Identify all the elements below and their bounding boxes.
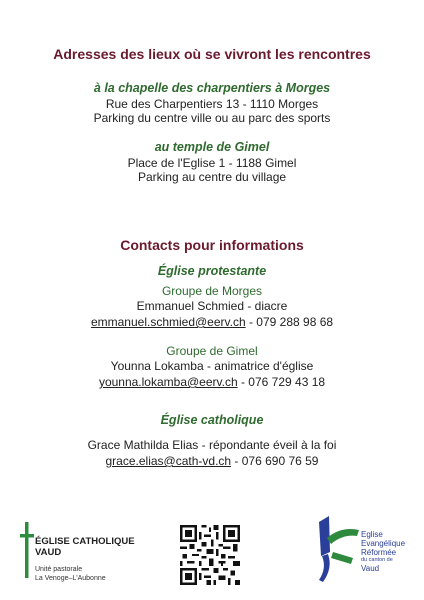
morges-contact-person: Emmanuel Schmied - diacre xyxy=(136,299,288,313)
morges-email-link[interactable]: emmanuel.schmied@eerv.ch xyxy=(90,315,246,329)
gimel-contact-person: Younna Lokamba - animatrice d'église xyxy=(110,359,314,373)
eerv-line-5: Vaud xyxy=(361,564,380,573)
catholic-phone: - 076 690 76 59 xyxy=(231,454,319,468)
eerv-logo-icon xyxy=(313,512,363,584)
group-gimel-title: Groupe de Gimel xyxy=(166,344,258,358)
protestant-title: Église protestante xyxy=(157,264,267,278)
morges-contact-line xyxy=(0,315,424,329)
eerv-line-3: Réformée xyxy=(361,548,397,557)
eerv-line-4: du canton de xyxy=(361,557,393,563)
catholic-contact-line xyxy=(0,454,424,468)
venue-morges-parking: Parking du centre ville ou au parc des sports xyxy=(93,111,331,125)
eerv-line-1: Eglise xyxy=(361,530,383,539)
gimel-contact-line xyxy=(0,375,424,389)
eerv-logo-text xyxy=(361,530,405,573)
catholic-email-link[interactable]: grace.elias@cath-vd.ch xyxy=(105,454,232,468)
venue-morges-address: Rue des Charpentiers 13 - 1110 Morges xyxy=(105,97,319,111)
addresses-heading: Adresses des lieux où se vivront les rencontres xyxy=(53,46,371,62)
eerv-line-2: Evangélique xyxy=(361,539,406,548)
qr-code[interactable] xyxy=(180,525,240,585)
catholic-contact-person: Grace Mathilda Elias - répondante éveil à la foi xyxy=(87,438,337,452)
morges-phone: - 079 288 98 68 xyxy=(245,315,334,329)
group-morges-title: Groupe de Morges xyxy=(161,284,263,298)
venue-gimel-title: au temple de Gimel xyxy=(154,140,270,154)
catholic-logo-region: VAUD xyxy=(35,547,62,558)
catholic-logo-name: ÉGLISE CATHOLIQUE xyxy=(35,536,135,547)
venue-gimel-parking: Parking au centre du village xyxy=(137,170,287,184)
catholic-title: Église catholique xyxy=(160,413,264,427)
venue-morges-title: à la chapelle des charpentiers à Morges xyxy=(93,81,331,95)
catholic-cross-logo-icon xyxy=(20,520,34,580)
contacts-heading: Contacts pour informations xyxy=(120,237,304,253)
venue-gimel-address: Place de l'Eglise 1 - 1188 Gimel xyxy=(127,156,297,170)
catholic-logo-unit-name: La Venoge–L'Aubonne xyxy=(35,575,106,582)
gimel-email-link[interactable]: younna.lokamba@eerv.ch xyxy=(98,375,238,389)
gimel-phone: - 076 729 43 18 xyxy=(237,375,326,389)
catholic-logo-unit: Unité pastorale xyxy=(35,566,83,573)
